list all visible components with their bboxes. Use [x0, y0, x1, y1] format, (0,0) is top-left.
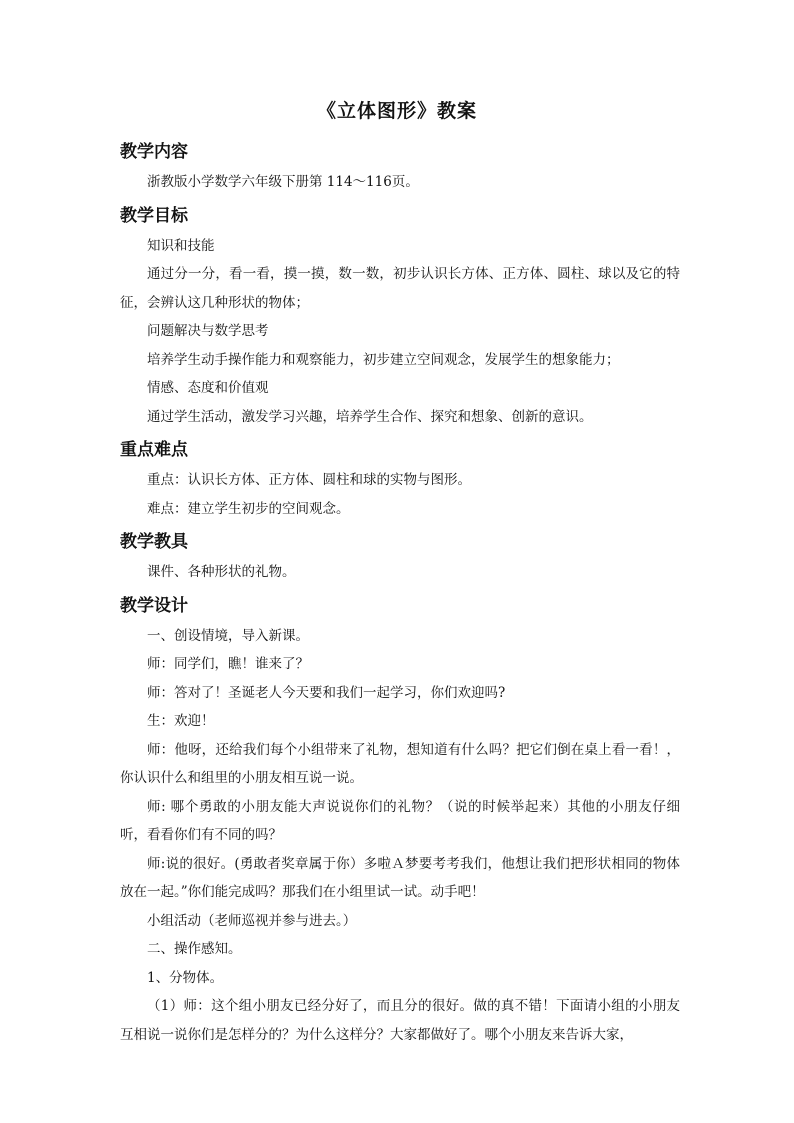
paragraph: 问题解决与数学思考 — [147, 323, 269, 339]
paragraph: 一、创设情境，导入新课。 — [147, 627, 309, 644]
paragraph: 师：答对了！圣诞老人今天要和我们一起学习，你们欢迎吗? — [147, 684, 506, 701]
paragraph: 通过分一分，看一看，摸一摸，数一数，初步认识长方体、正方体、圆柱、球以及它的特征，会辨认这几种形状的物体； — [120, 266, 680, 311]
paragraph: 二、操作感知。 — [147, 941, 242, 957]
paragraph: 师: 哪个勇敢的小朋友能大声说说你们的礼物？（说的时候举起来）其他的小朋友仔细听，看看你们有不同的吗？ — [120, 798, 680, 843]
paragraph: 师：他呀，还给我们每个小组带来了礼物，想知道有什么吗？把它们倒在桌上看一看！，你认识什么和组里的小朋友相互说一说。 — [120, 741, 680, 786]
section-heading-teaching-content: 教学内容 — [120, 142, 188, 162]
section-heading-teaching-design: 教学设计 — [120, 595, 188, 616]
paragraph: 培养学生动手操作能力和观察能力，初步建立空间观念，发展学生的想象能力； — [147, 351, 620, 368]
paragraph: 情感、态度和价值观 — [147, 380, 269, 396]
paragraph: 师:说的很好。(勇敢者奖章属于你）多啦Ａ梦要考考我们，他想让我们把形状相同的物体放在一起。”你们能完成吗？那我们在小组里试一试。动手吧！ — [120, 855, 680, 900]
paragraph: 生：欢迎！ — [147, 713, 215, 729]
section-heading-key-points: 重点难点 — [120, 440, 188, 460]
paragraph: 小组活动（老师巡视并参与进去。） — [147, 912, 357, 929]
paragraph: 难点：建立学生初步的空间观念。 — [147, 500, 350, 517]
document-title: 《立体图形》教案 — [316, 100, 477, 122]
section-heading-teaching-goals: 教学目标 — [120, 205, 188, 226]
paragraph: 通过学生活动，激发学习兴趣，培养学生合作、探究和想象、创新的意识。 — [147, 408, 593, 425]
paragraph: 重点：认识长方体、正方体、圆柱和球的实物与图形。 — [147, 472, 471, 488]
paragraph: 1、分物体。 — [147, 969, 224, 986]
document-body — [120, 138, 680, 1049]
paragraph: （1）师：这个组小朋友已经分好了，而且分的很好。做的真不错！下面请小组的小朋友互相说一说你们是怎样分的？为什么这样分？大家都做好了。哪个小朋友来告诉大家， — [120, 998, 680, 1043]
paragraph: 知识和技能 — [147, 237, 215, 254]
paragraph: 课件、各种形状的礼物。 — [147, 564, 296, 580]
section-heading-teaching-aids: 教学教具 — [120, 532, 188, 552]
paragraph: 师：同学们，瞧！谁来了？ — [147, 656, 309, 672]
paragraph: 浙教版小学数学六年级下册第 114～116页。 — [147, 174, 419, 190]
